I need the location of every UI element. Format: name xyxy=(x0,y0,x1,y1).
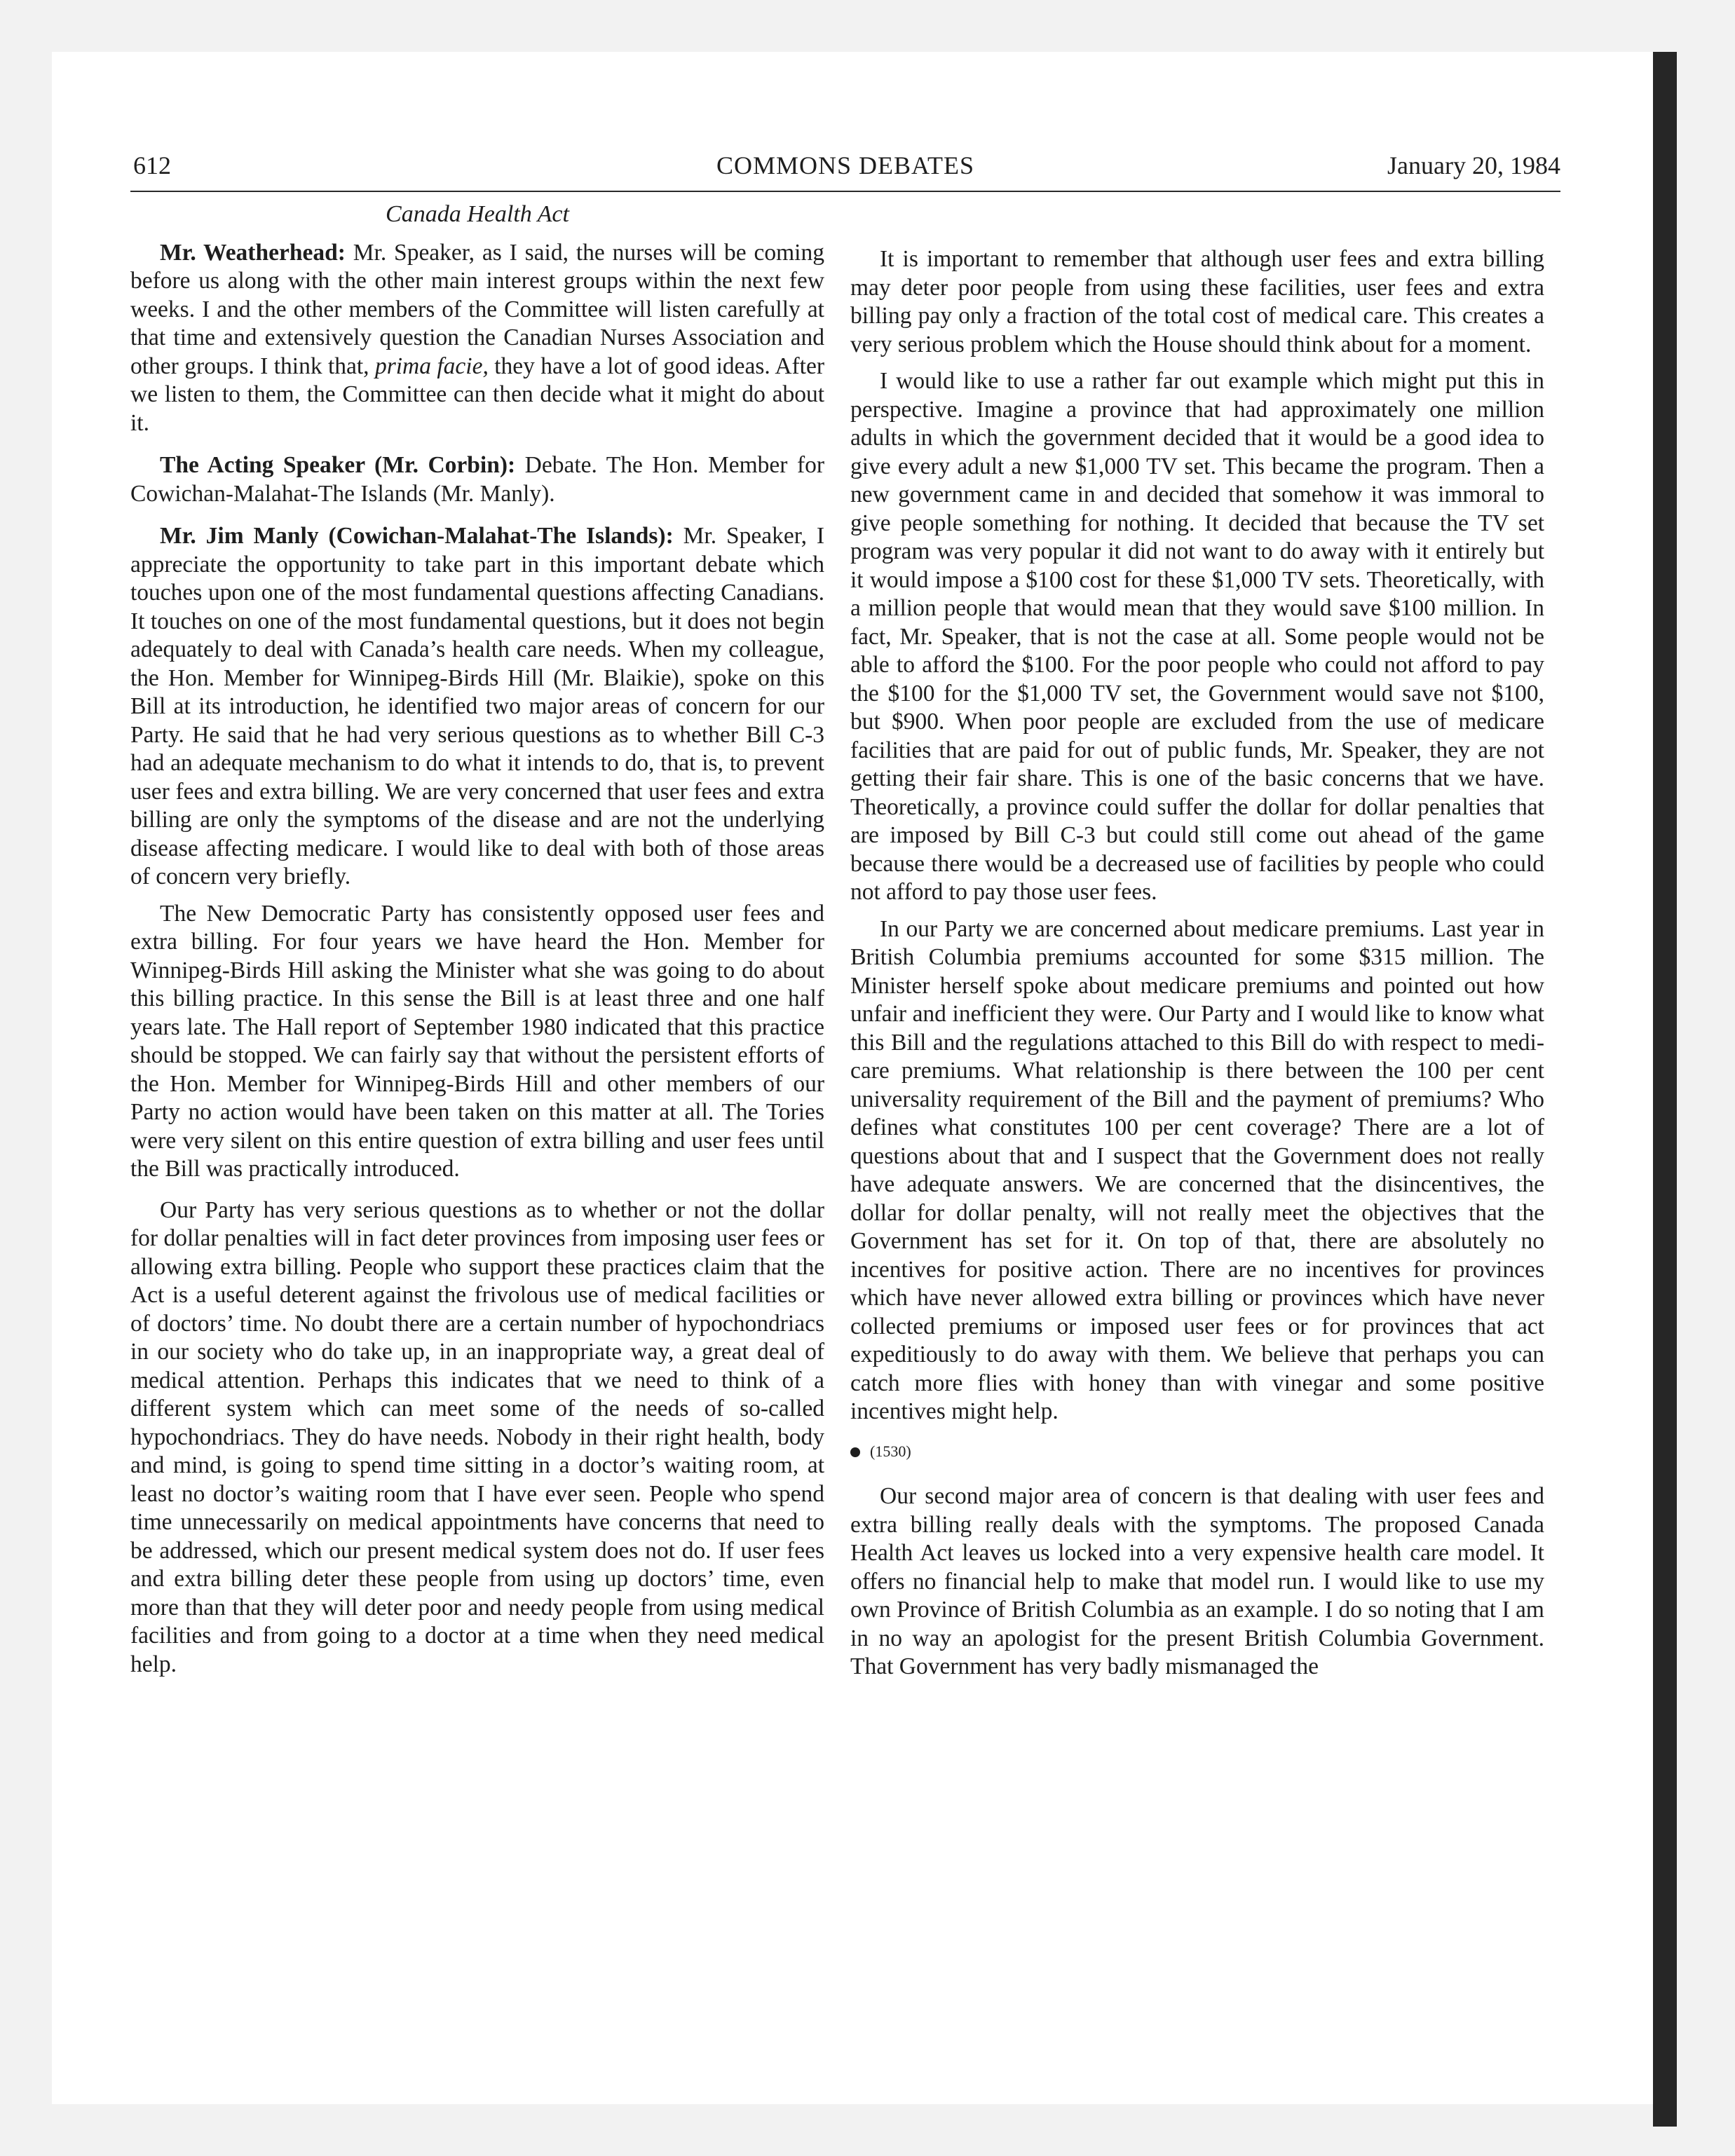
paragraph: The New Democratic Party has consistently opposed user fees and extra billing. For four years we have heard the Hon. Member for Winnipeg-Birds Hill asking the Minister what she was going to do about this billing practice. In this sense the Bill is at least three and one half years late. The Hall report of September 1980 indicated that this practice should be stopped. We can fairly say that without the persistent efforts of the Hon. Member for Winnipeg-Birds Hill and other members of our Party no action would have been taken on this matter at all. The Tories were very silent on this entire question of extra billing and user fees until the Bill was practically introduced. xyxy=(130,900,824,1182)
italic-phrase: prima facie, xyxy=(374,353,489,379)
time-marker-label: (1530) xyxy=(870,1442,911,1460)
speaker-name: Mr. Jim Manly (Cowichan-Malahat-The Islands): xyxy=(160,523,674,549)
speaker-name: Mr. Weatherhead: xyxy=(160,239,346,266)
left-column xyxy=(130,200,824,1687)
subject-heading: Canada Health Act xyxy=(386,201,569,227)
paragraph xyxy=(130,522,824,892)
scan-edge-shadow xyxy=(1653,52,1677,2127)
bullet-dot-icon xyxy=(850,1447,860,1457)
paragraph-text: Mr. Speaker, I appreciate the opportunity to take part in this important debate which touches upon one of the most fundamental questions affecting Canadians. It touches on one of the most fundamental questions, but it does not begin adequately to deal with Canada’s health care needs. When my colleague, the Hon. Member for Winnipeg-Birds Hill (Mr. Blaikie), spoke on this Bill at its introduction, he identified two major areas of concern for our Party. He said that he had very serious questions as to whether Bill C-3 had an adequate mechanism to do what it intends to do, that is, to prevent user fees and extra billing. We are very concerned that user fees and extra billing are only the symptoms of the disease and are not the underlying disease affecting medicare. I would like to deal with both of those areas of concern very briefly. xyxy=(130,523,824,889)
publication-title: COMMONS DEBATES xyxy=(716,151,975,179)
paragraph: Our second major area of concern is that dealing with user fees and extra billing really deals with the symptoms. The proposed Canada Health Act leaves us locked into a very expensive health care model. It offers no financial help to make that model run. I would like to use my own Province of British Columbia as an example. I do so noting that I am in no way an apologist for the present British Columbia Government. That Government has very badly mismanaged the xyxy=(850,1483,1544,1679)
paragraph: Our Party has very serious questions as to whether or not the dollar for dollar penalties will in fact deter provinces from imposing user fees or allowing extra billing. People who support these practices claim that the Act is a useful deterent against the frivolous use of medical facilities or of doctors’ time. No doubt there are a certain number of hypochondriacs in our society who do take up, in an inappropriate way, a great deal of medical attention. Perhaps this indicates that we need to think of a different system which can meet some of the needs of so-called hypochondriacs. They do have needs. Nobody in their right health, body and mind, is going to spend time sitting in a doctor’s waiting room, at least no doctor’s waiting room that I have ever seen. People who spend time unnecessarily on medical appointments have concerns that need to be addressed, which our present medical system does not do. If user fees and extra billing deter these people from using up doctors’ time, even more than that they will deter poor and needy people from using medical facilities and from going to a doctor at a time when they need medical help. xyxy=(130,1196,824,1677)
paragraph: I would like to use a rather far out example which might put this in perspective. Imagine a province that had approximately one million adults in which the government decided that it would be a good idea to give every adult a new $1,000 TV set. This became the program. Then a new government came in and decided that somehow it was immoral to give people something for nothing. It decided that because the TV set program was very popular it did not want to do away with it entirely but it would impose a $100 cost for these $1,000 TV sets. Theoretically, with a million people that would mean that they would save $100 million. In fact, Mr. Speaker, that is not the case at all. Some people would not be able to afford the $100. For the poor people who could not afford to pay the $100 for the $1,000 TV set, the Government would save not $100, but $900. When poor people are excluded from the use of medicare facilities that are paid for out of public funds, Mr. Speaker, they are not getting their fair share. This is one of the basic concerns that we have. Theoretically, a province could suffer the dollar for dollar penalties that are imposed by Bill C-3 but could still come out ahead of the game because there would be a decreased use of facilities by people who could not afford to pay those user fees. xyxy=(850,368,1544,905)
publication-date: January 20, 1984 xyxy=(1387,151,1560,179)
page-header xyxy=(130,149,1560,192)
page-number: 612 xyxy=(133,151,171,179)
speaker-name: The Acting Speaker (Mr. Corbin): xyxy=(160,452,516,478)
paragraph: In our Party we are concerned about medicare premiums. Last year in British Columbia premiums accounted for some $315 million. The Minister herself spoke about medicare premiums and pointed out how unfair and inefficient they were. Our Party and I would like to know what this Bill and the regulations attached to this Bill do with respect to medicare premiums. What relationship is there between the 100 per cent universality requirement of the Bill and the payment of premiums? Who defines what constitutes 100 per cent coverage? There are a lot of questions about that and I suspect that the Government does not really have adequate answers. We are concerned that the disincentives, the dollar for dollar penalty, will not really meet the objectives that the Government has set for it. On top of that, there are absolutely no incentives for positive action. There are no incentives for provinces which have never allowed extra billing or provinces which have never collected premiums or imposed user fees or for provinces that act expeditiously to do away with them. We believe that perhaps you can catch more flies with honey than with vinegar and some positive incentives might help. xyxy=(850,915,1544,1424)
right-column xyxy=(850,245,1544,1690)
paragraph-text: they have a lot of good ideas. After we listen to them, the Committee can then decide what it might do about it. xyxy=(130,353,825,436)
paragraph xyxy=(130,451,824,508)
paragraph-text: Mr. Speaker, as I said, the nurses will be coming before us along with the other main interest groups within the next few weeks. I and the other members of the Committee will listen carefully at that time and extensively question the Canadian Nurses Association and other groups. I think that, xyxy=(130,239,824,379)
paragraph xyxy=(130,239,824,438)
paragraph-text: Debate. The Hon. Member for Cowichan-Malahat-The Islands (Mr. Manly). xyxy=(130,452,825,507)
paragraph: It is important to remember that although user fees and extra billing may deter poor people from using these facilities, user fees and extra billing pay only a fraction of the total cost of medical care. This creates a very serious problem which the House should think about for a moment. xyxy=(850,246,1544,357)
time-marker xyxy=(850,1438,1544,1466)
